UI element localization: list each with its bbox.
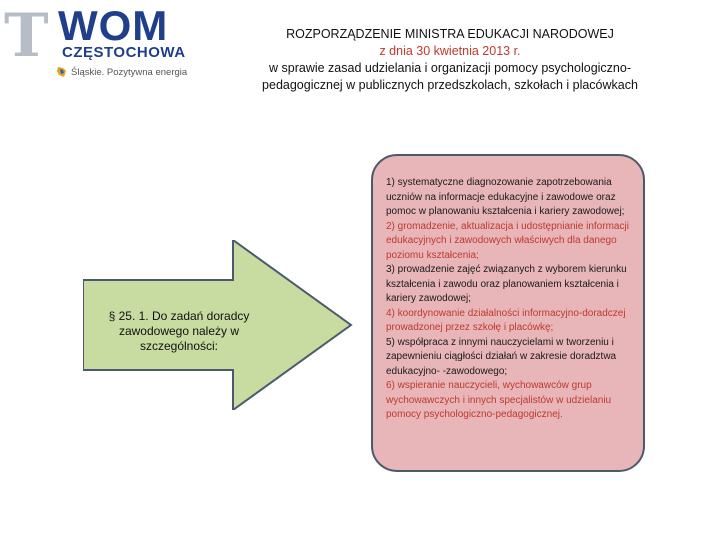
logo xyxy=(0,0,200,90)
logo-city: CZĘSTOCHOWA xyxy=(62,44,186,61)
region-shape-icon xyxy=(56,66,68,78)
logo-region xyxy=(56,66,187,78)
task-item-2: 2) gromadzenie, aktualizacja i udostępnianie informacji edukacyjnych i zawodowych właściwych dla danego poziomu kształcenia; xyxy=(386,220,629,261)
document-header xyxy=(220,26,680,94)
task-item-6: 6) wspieranie nauczycieli, wychowawców grup wychowawczych i innych specjalistów w udzielaniu pomocy psychologiczno-pedagogicznej. xyxy=(386,380,612,420)
logo-mark: T xyxy=(4,1,49,71)
task-item-1: 1) systematyczne diagnozowanie zapotrzebowania uczniów na informacje edukacyjne i zawodowe oraz pomoc w planowaniu kształcenia i kariery zawodowej; xyxy=(386,177,625,217)
regulation-subject-line-1: w sprawie zasad udzielania i organizacji pomocy psychologiczno- xyxy=(269,61,631,75)
regulation-subject-line-2: pedagogicznej w publicznych przedszkolach, szkołach i placówkach xyxy=(262,78,638,92)
regulation-date: z dnia 30 kwietnia 2013 r. xyxy=(379,44,521,58)
logo-name: WOM xyxy=(58,2,169,49)
task-item-4: 4) koordynowanie działalności informacyjno-doradczej prowadzonej przez szkołę i placówkę; xyxy=(386,307,626,333)
tasks-list xyxy=(386,176,636,423)
regulation-title: ROZPORZĄDZENIE MINISTRA EDUKACJI NARODOWEJ xyxy=(286,27,614,41)
task-item-5: 5) współpraca z innymi nauczycielami w tworzeniu i zapewnieniu ciągłości działań w zakresie doradztwa edukacyjno- -zawodowego; xyxy=(386,336,617,377)
task-item-3: 3) prowadzenie zajęć związanych z wyborem kierunku kształcenia i zawodu oraz planowaniem kształcenia i kariery zawodowej; xyxy=(386,264,627,304)
section-paragraph-text: § 25. 1. Do zadań doradcy zawodowego należy w szczególności: xyxy=(108,309,250,353)
logo-region-text: Śląskie. Pozytywna energia xyxy=(71,66,188,78)
section-arrow xyxy=(83,240,353,410)
